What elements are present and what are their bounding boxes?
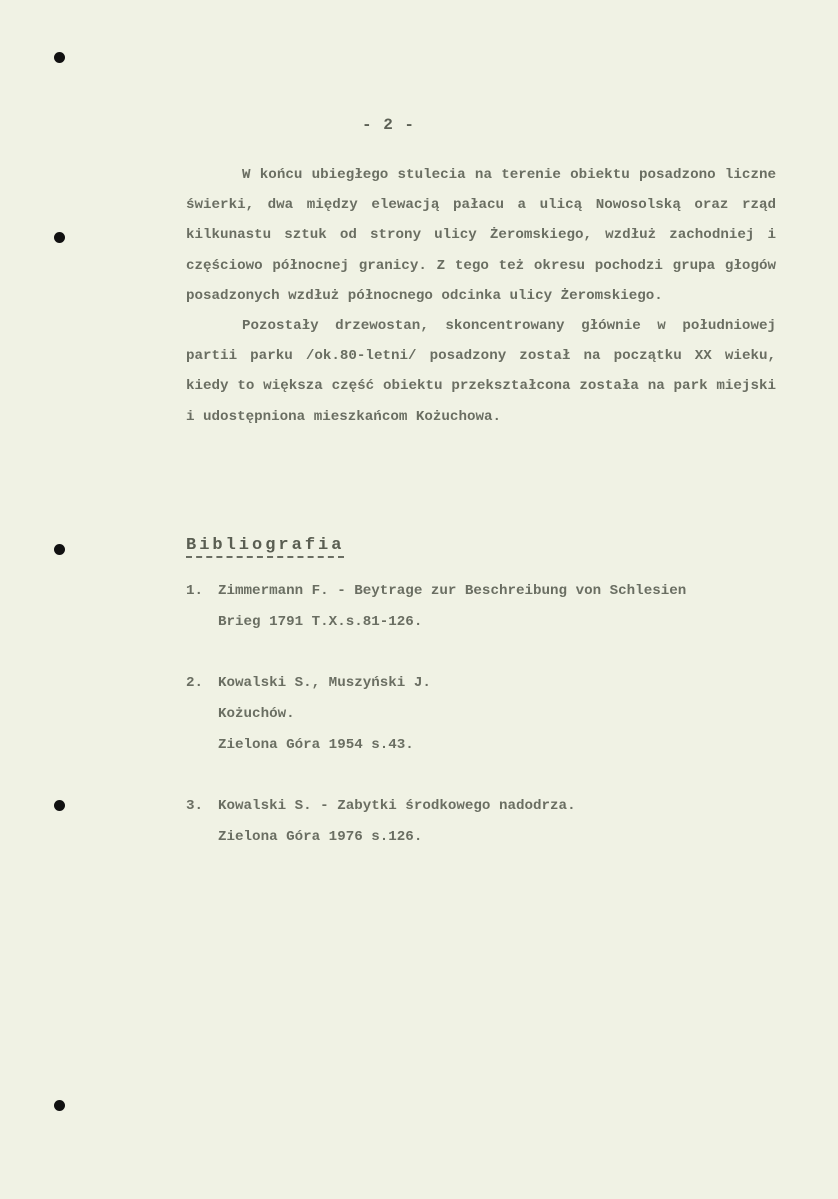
bibliography-item-number: 3. (186, 798, 204, 814)
bibliography-list (186, 576, 806, 853)
bibliography-item (186, 791, 806, 853)
bibliography-item-number: 1. (186, 583, 204, 599)
bibliography-item-number: 2. (186, 675, 204, 691)
paragraph: W końcu ubiegłego stulecia na terenie obiektu posadzono liczne świerki, dwa między elewacją pałacu a ulicą Nowosolską oraz rząd kilkunastu sztuk od strony ulicy Żeromskiego, wzdłuż zachodniej i częściowo północnej granicy. Z tego też okresu pochodzi grupa głogów posadzonych wzdłuż północnego odcinka ulicy Żeromskiego. (186, 167, 776, 304)
bibliography-item (186, 668, 806, 761)
binder-hole (54, 232, 65, 243)
binder-hole (54, 544, 65, 555)
bibliography-item-line: Zielona Góra 1976 s.126. (218, 829, 423, 845)
binder-hole (54, 52, 65, 63)
bibliography-item-line: Kożuchów. (218, 706, 295, 722)
body-text (186, 160, 776, 432)
binder-hole (54, 800, 65, 811)
paragraph: Pozostały drzewostan, skoncentrowany głównie w południowej partii parku /ok.80-letni/ posadzony został na początku XX wieku, kiedy to większa część obiektu przekształcona została na park miejski i udostępniona mieszkańcom Kożuchowa. (186, 318, 776, 425)
bibliography-item-line: Kowalski S. - Zabytki środkowego nadodrza. (218, 798, 576, 814)
bibliography-item (186, 576, 806, 638)
bibliography-item-line: Zielona Góra 1954 s.43. (218, 737, 414, 753)
bibliography-item-line: Zimmermann F. - Beytrage zur Beschreibung von Schlesien (218, 583, 687, 599)
binder-hole (54, 1100, 65, 1111)
bibliography-heading: Bibliografia (186, 536, 344, 558)
bibliography-item-line: Kowalski S., Muszyński J. (218, 675, 431, 691)
page-number: - 2 - (362, 116, 416, 134)
bibliography-item-line: Brieg 1791 T.X.s.81-126. (218, 614, 423, 630)
